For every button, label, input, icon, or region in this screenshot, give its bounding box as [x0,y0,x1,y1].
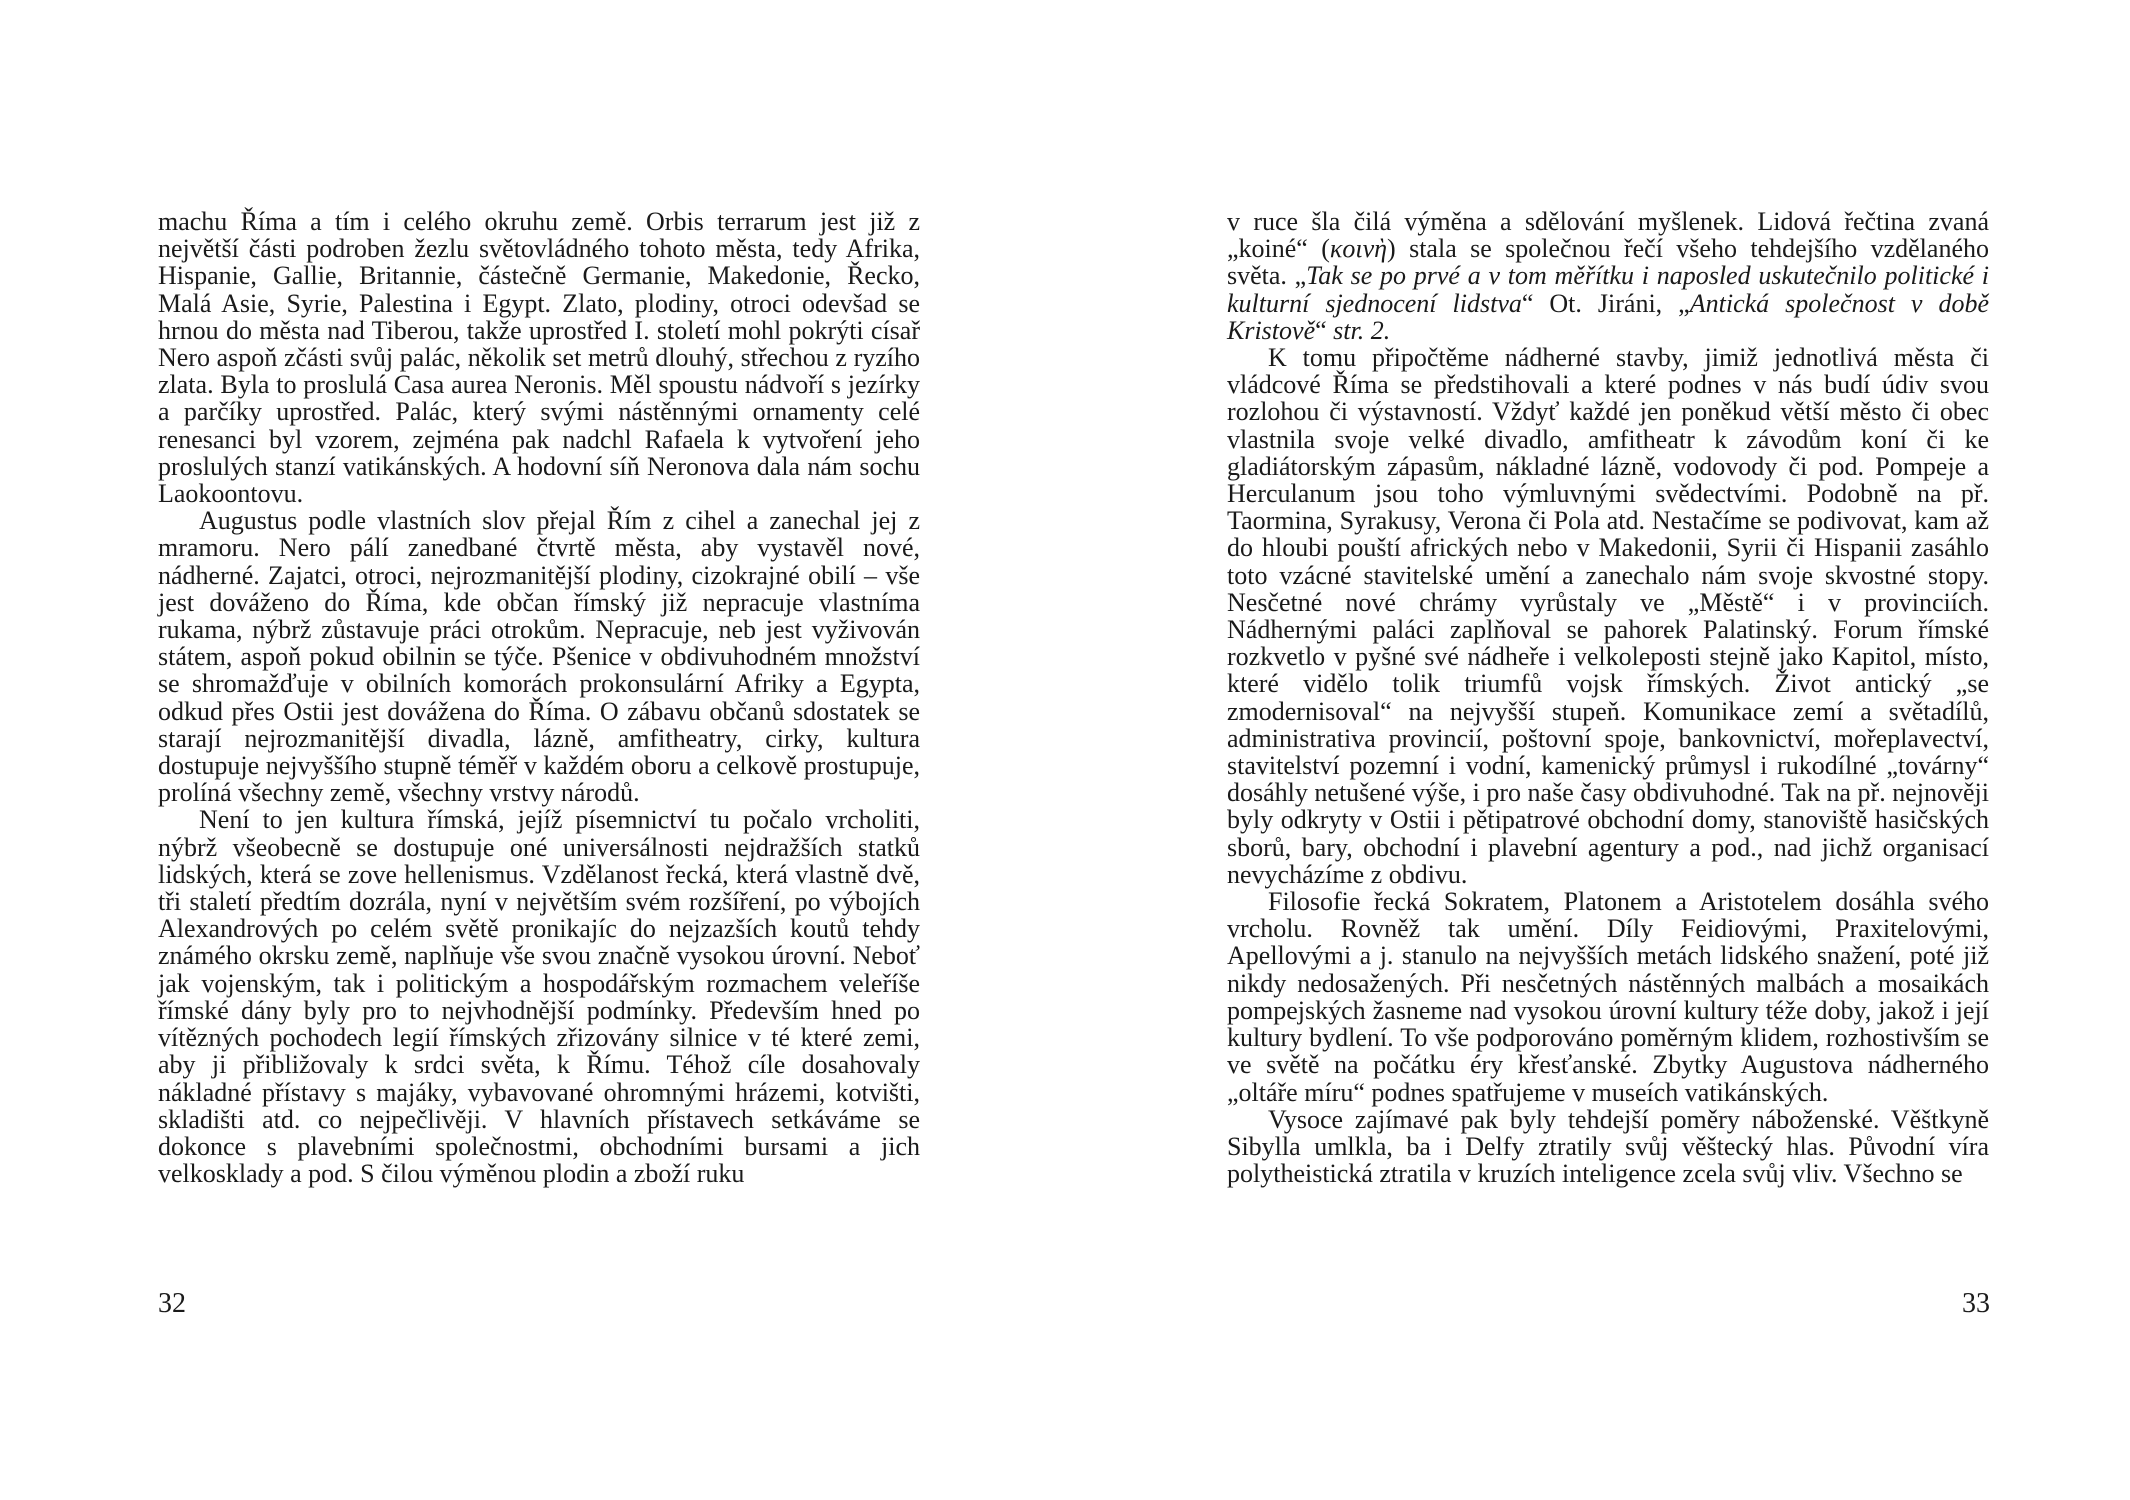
paragraph: Augustus podle vlastních slov přejal Řím z cihel a zanechal jej z mramoru. Nero pálí zanedbané čtvrtě města, aby vystavěl nové, nádherné. Zajatci, otroci, nejrozmanitější plodiny, cizokrajné obilí – vše jest dováženo do Říma, kde občan římský již nepracuje vlastníma rukama, nýbrž zůstavuje práci otrokům. Nepracuje, neb jest vyživován státem, aspoň pokud obilnin se týče. Pšenice v obdivuhodném množství se shromažďuje v obilních komorách prokonsulární Afriky a Egypta, odkud přes Ostii jest dovážena do Říma. O zábavu občanů sdostatek se starají nejrozmanitější divadla, lázně, amfitheatry, cirky, kultura dostupuje nejvyššího stupně téměř v každém oboru a celkově prostupuje, prolíná všechny země, všechny vrstvy národů. [158,506,920,808]
paragraph: machu Říma a tím i celého okruhu země. Orbis terrarum jest již z největší části podroben žezlu světovládného tohoto města, tedy Afrika, Hispanie, Gallie, Britannie, částečně Germanie, Makedonie, Řecko, Malá Asie, Syrie, Palestina i Egypt. Zlato, plodiny, otroci odevšad se hrnou do města nad Tiberou, takže uprostřed I. století mohl pokrýti císař Nero aspoň zčásti svůj palác, několik set metrů dlouhý, střechou z ryzího zlata. Byla to proslulá Casa aurea Neronis. Měl spoustu nádvoří s jezírky a parčíky uprostřed. Palác, který svými nástěnnými ornamenty celé renesanci byl vzorem, zejména pak nadchl Rafaela k vytvoření jeho proslulých stanzí vatikánských. A hodovní síň Neronova dala nám sochu Laokoontovu. [158,207,920,509]
left-page-text [158,208,920,1187]
right-page [1227,208,1989,1187]
paragraph: K tomu připočtěme nádherné stavby, jimiž jednotlivá města či vládcové Říma se předstihovali a které podnes v nás budí údiv svou rozlohou či výstavností. Vždyť každé jen poněkud větší město či obec vlastnila svoje velké divadlo, amfitheatr k závodům koní či ke gladiátorským zápasům, nákladné lázně, vodovody či pod. Pompeje a Herculanum jsou toho výmluvnými svědectvími. Podobně na př. Taormina, Syrakusy, Verona či Pola atd. Nestačíme se podivovat, kam až do hloubi pouští afrických nebo v Makedonii, Syrii či Hispanii zasáhlo toto vzácné stavitelské umění a zanechalo nám svoje skvostné stopy. Nesčetné nové chrámy vyrůstaly ve „Městě“ i v provinciích. Nádhernými paláci zaplňoval se pahorek Palatinský. Forum římské rozkvetlo v pyšné své nádheře i velkoleposti stejně jako Kapitol, místo, které vidělo tolik triumfů vojsk římských. Život antický „se zmodernisoval“ na nejvyšší stupeň. Komunikace zemí a světadílů, administrativa provincií, poštovní spoje, bankovnictví, mořeplavectví, stavitelství pozemní i vodní, kamenický průmysl i rukodílné „továrny“ dosáhly netušené výše, i pro naše časy obdivuhodné. Tak na př. nejnověji byly odkryty v Ostii i pětipatrové obchodní domy, stanoviště hasičských sborů, bary, obchodní i plavební agentury a pod., nad jichž organisací nevycházíme z obdivu. [1227,343,1989,889]
text-run: ) stala se společnou řečí všeho tehdejšího vzdělaného světa. „ [1227,234,1989,291]
text-run: “ [1315,315,1334,345]
text-run: “ Ot. Jiráni, „ [1521,288,1690,318]
paragraph: Není to jen kultura římská, jejíž písemnictví tu počalo vrcholiti, nýbrž všeobecně se dostupuje oné universálnosti nejdražších statků lidských, která se zove hellenismus. Vzdělanost řecká, která vlastně dvě, tři staletí předtím dozrála, nyní v největším svém rozšíření, po výbojích Alexandrových po celém světě pronikajíc do nejzazších koutů tehdy známého okrsku země, naplňuje vše svou značně vysokou úrovní. Neboť jak vojenským, tak i politickým a hospodářským rozmachem veleříše římské dány byly pro to nejvhodnější podmínky. Především hned po vítězných pochodech legií římských zřizovány silnice v té které zemi, aby ji přibližovaly k srdci světa, k Římu. Téhož cíle dosahovaly nákladné přístavy s majáky, vybavované ohromnými hrázemi, kotvišti, skladišti atd. co nejpečlivěji. V hlavních přístavech setkáváme se dokonce s plavebními společnostmi, obchodními bursami a jich velkosklady a pod. S čilou výměnou plodin a zboží ruku [158,805,920,1189]
citation-title: Antická společnost v době Kristově [1227,288,1990,345]
left-page [158,208,920,1187]
citation-quote: Tak se po prvé a v tom měřítku i naposled uskutečnilo politické i kulturní sjednocení lidstva [1227,261,1990,318]
citation-page: str. 2. [1333,315,1391,345]
text-run: v ruce šla čilá výměna a sdělování myšlenek. Lidová řečtina zvaná „koiné“ ( [1227,207,1989,264]
paragraph: Vysoce zajímavé pak byly tehdejší poměry náboženské. Věštkyně Sibylla umlkla, ba i Delfy ztratily svůj věštecký hlas. Původní víra polytheistická ztratila v kruzích inteligence zcela svůj vliv. Všechno se [1227,1104,1989,1189]
page-number-left: 32 [158,1288,186,1319]
page-number-right: 33 [1962,1288,1990,1319]
paragraph [1227,208,1989,344]
right-page-text [1227,208,1989,1187]
paragraph: Filosofie řecká Sokratem, Platonem a Aristotelem dosáhla svého vrcholu. Rovněž tak umění. Díly Feidiovými, Praxitelovými, Apellovými a j. stanulo na nejvyšších metách lidského snažení, poté již nikdy nedosažených. Při nesčetných nástěnných malbách a mosaikách pompejských žasneme nad vysokou úrovní kultury téže doby, jakož i její kultury bydlení. To vše podporováno poměrným klidem, rozhostivším se ve světě na počátku éry křesťanské. Zbytky Augustova nádherného „oltáře míru“ podnes spatřujeme v museích vatikánských. [1227,887,1989,1107]
greek-word: κοινὴ [1329,234,1388,264]
